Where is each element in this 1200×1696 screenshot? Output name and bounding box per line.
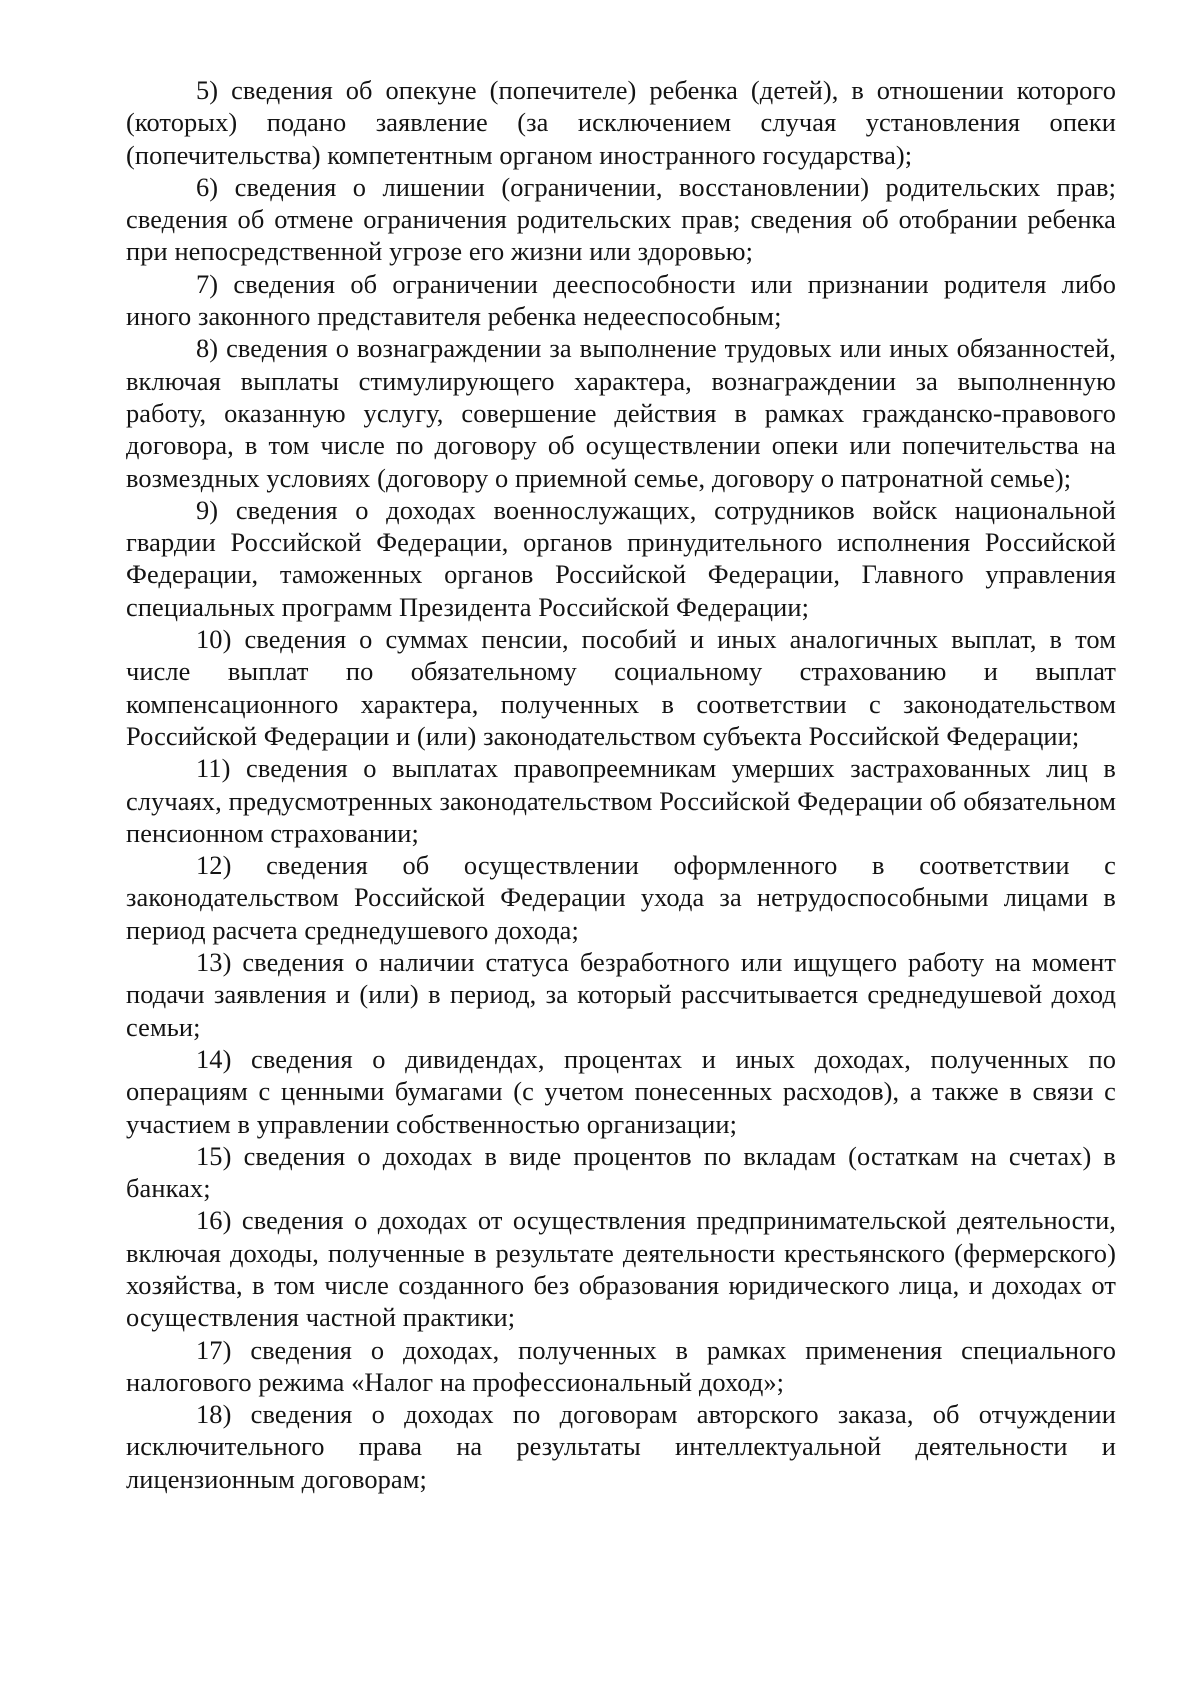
list-item-9: 9) сведения о доходах военнослужащих, сотрудников войск национальной гвардии Российской Федерации, органов принудительного исполнения Российской Федерации, таможенных органов Российской Федерации, Главного управления специальных программ Президента Российской Федерации;	[126, 494, 1116, 622]
list-item-18: 18) сведения о доходах по договорам авторского заказа, об отчуждении исключительного права на результаты интеллектуальной деятельности и лицензионным договорам;	[126, 1399, 1116, 1494]
list-item-14: 14) сведения о дивидендах, процентах и иных доходах, полученных по операциям с ценными бумагами (с учетом понесенных расходов), а также в связи с участием в управлении собственностью организации;	[126, 1043, 1116, 1139]
list-item-16: 16) сведения о доходах от осуществления предпринимательской деятельности, включая доходы, полученные в результате деятельности крестьянского (фермерского) хозяйства, в том числе созданного без образования юридического лица, и доходах от осуществления частной практики;	[126, 1205, 1116, 1333]
list-item-13: 13) сведения о наличии статуса безработного или ищущего работу на момент подачи заявления и (или) в период, за который рассчитывается среднедушевой доход семьи;	[126, 947, 1116, 1042]
list-item-6: 6) сведения о лишении (ограничении, восстановлении) родительских прав; сведения об отмене ограничения родительских прав; сведения об отобрании ребенка при непосредственной угрозе его жизни или здоровью;	[126, 171, 1116, 267]
list-item-5: 5) сведения об опекуне (попечителе) ребенка (детей), в отношении которого (которых) подано заявление (за исключением случая установления опеки (попечительства) компетентным органом иностранного государства);	[126, 75, 1116, 170]
list-item-15: 15) сведения о доходах в виде процентов по вкладам (остаткам на счетах) в банках;	[126, 1140, 1116, 1204]
list-item-8: 8) сведения о вознаграждении за выполнение трудовых или иных обязанностей, включая выплаты стимулирующего характера, вознаграждении за выполненную работу, оказанную услугу, совершение действия в рамках гражданско-правового договора, в том числе по договору об осуществлении опеки или попечительства на возмездных условиях (договору о приемной семье, договору о патронатной семье);	[126, 333, 1116, 493]
list-item-11: 11) сведения о выплатах правопреемникам умерших застрахованных лиц в случаях, предусмотренных законодательством Российской Федерации об обязательном пенсионном страховании;	[126, 753, 1116, 848]
list-item-12: 12) сведения об осуществлении оформленного в соответствии с законодательством Российской Федерации ухода за нетрудоспособными лицами в период расчета среднедушевого дохода;	[126, 850, 1116, 945]
list-item-17: 17) сведения о доходах, полученных в рамках применения специального налогового режима «Налог на профессиональный доход»;	[126, 1334, 1116, 1397]
list-item-7: 7) сведения об ограничении дееспособности или признании родителя либо иного законного представителя ребенка недееспособным;	[126, 268, 1116, 332]
document-page	[126, 74, 1116, 1495]
list-item-10: 10) сведения о суммах пенсии, пособий и иных аналогичных выплат, в том числе выплат по обязательному социальному страхованию и выплат компенсационного характера, полученных в соответствии с законодательством Российской Федерации и (или) законодательством субъекта Российской Федерации;	[126, 624, 1116, 751]
